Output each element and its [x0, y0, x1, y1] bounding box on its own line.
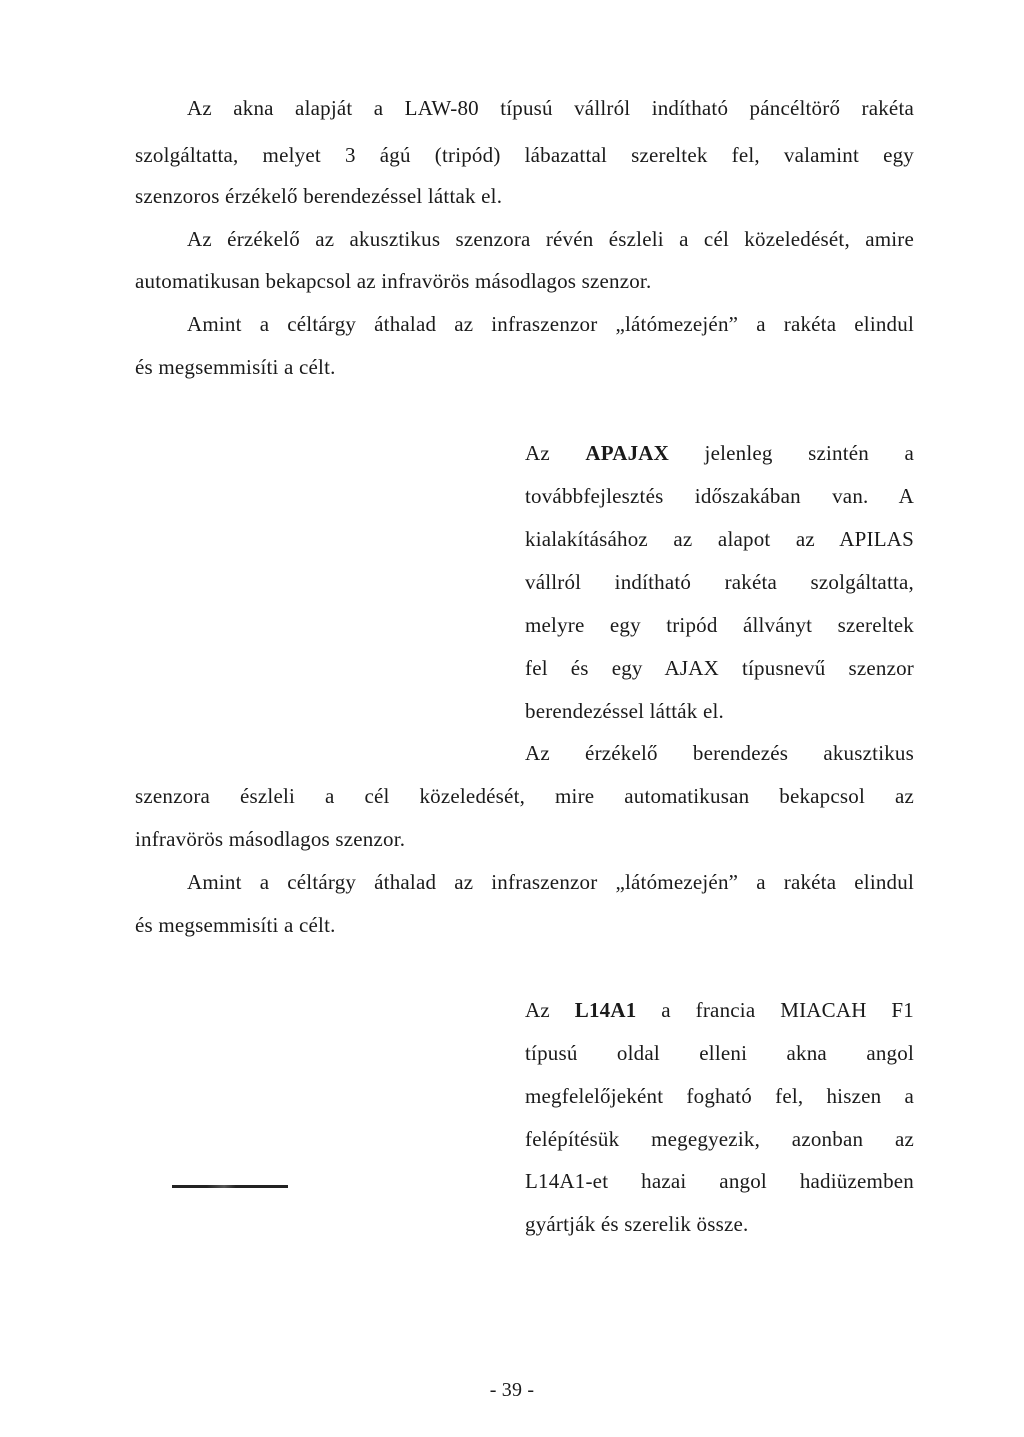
paragraph-2-line-2: automatikusan bekapcsol az infravörös másodlagos szenzor. — [135, 269, 652, 293]
paragraph-1-line-1: Az akna alapját a LAW-80 típusú vállról indítható páncéltörő rakéta — [187, 96, 914, 120]
apajax-line-6: fel és egy AJAX típusnevű szenzor — [525, 656, 914, 680]
apajax-intro-rest: jelenleg szintén a — [669, 441, 914, 465]
paragraph-3-line-2: és megsemmisíti a célt. — [135, 355, 336, 379]
apajax-full-line-3: Amint a céltárgy áthalad az infraszenzor „látómezején” a rakéta elindul — [187, 870, 914, 894]
l14a1-line-6: gyártják és szerelik össze. — [525, 1212, 749, 1236]
apajax-line-3: kialakításához az alapot az APILAS — [525, 527, 914, 551]
paragraph-2-line-1: Az érzékelő az akusztikus szenzora révén észleli a cél közeledését, amire — [187, 227, 914, 251]
l14a1-line-4: felépítésük megegyezik, azonban az — [525, 1127, 914, 1151]
apajax-line-2: továbbfejlesztés időszakában van. A — [525, 484, 914, 508]
l14a1-line-3: megfelelőjeként fogható fel, hiszen a — [525, 1084, 914, 1108]
paragraph-1-line-2: szolgáltatta, melyet 3 ágú (tripód) lábazattal szereltek fel, valamint egy — [135, 143, 914, 167]
l14a1-intro-rest: a francia MIACAH F1 — [636, 998, 915, 1022]
apajax-full-line-4: és megsemmisíti a célt. — [135, 913, 336, 937]
apajax-line-5: melyre egy tripód állványt szereltek — [525, 613, 914, 637]
apajax-term: APAJAX — [585, 441, 670, 465]
apajax-line-8: Az érzékelő berendezés akusztikus — [525, 741, 914, 765]
l14a1-line-2: típusú oldal elleni akna angol — [525, 1041, 914, 1065]
apajax-full-line-2: infravörös másodlagos szenzor. — [135, 827, 406, 851]
apajax-intro: Az — [525, 441, 586, 465]
apajax-line-4: vállról indítható rakéta szolgáltatta, — [525, 570, 914, 594]
paragraph-3-line-1: Amint a céltárgy áthalad az infraszenzor „látómezején” a rakéta elindul — [187, 312, 914, 336]
apajax-line-1 — [525, 440, 914, 466]
page-number: - 39 - — [489, 1379, 535, 1401]
l14a1-line-5: L14A1-et hazai angol hadiüzemben — [525, 1169, 914, 1193]
apajax-full-line-1: szenzora észleli a cél közeledését, mire automatikusan bekapcsol az — [135, 784, 914, 808]
paragraph-1-line-3: szenzoros érzékelő berendezéssel láttak el. — [135, 184, 503, 208]
l14a1-intro: Az — [525, 998, 575, 1022]
scan-artifact-line — [172, 1185, 288, 1188]
l14a1-line-1 — [525, 997, 914, 1023]
apajax-line-7: berendezéssel látták el. — [525, 699, 724, 723]
l14a1-term: L14A1 — [574, 998, 637, 1022]
